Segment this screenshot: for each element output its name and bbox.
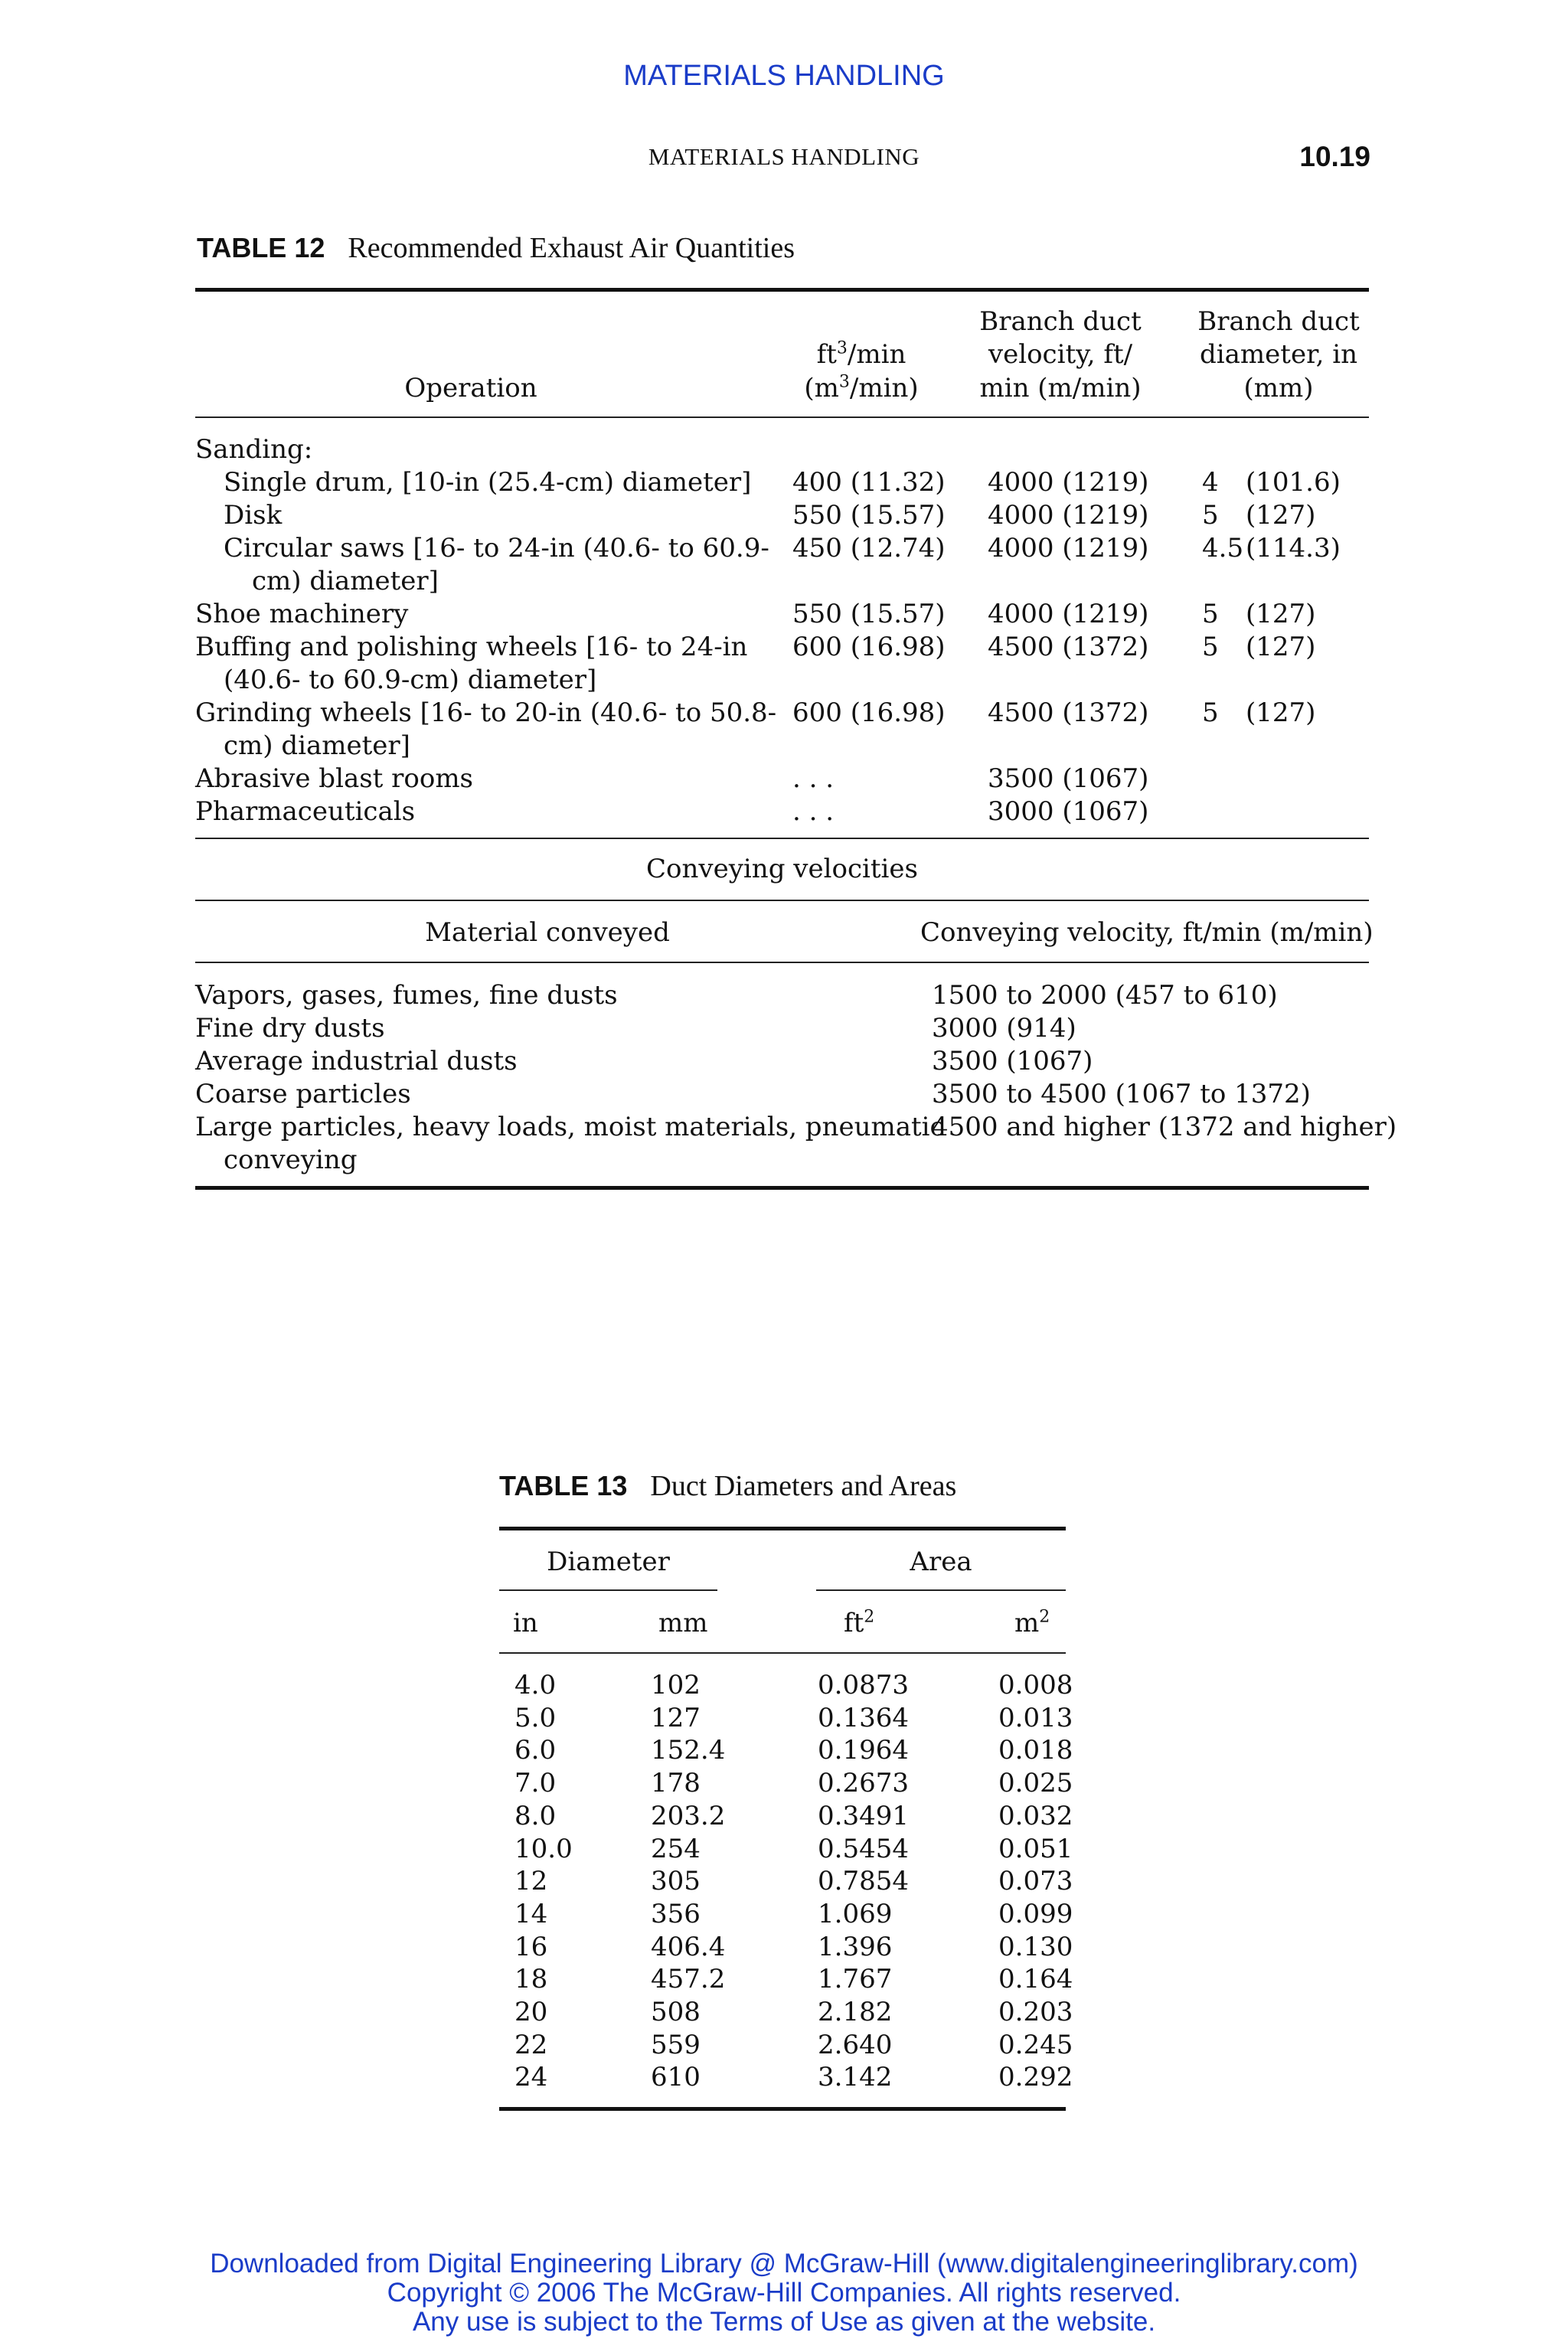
table13-cell-mm: 305 <box>651 1866 701 1896</box>
running-head-title: MATERIALS HANDLING <box>648 143 920 170</box>
table13-cell-ft2: 2.182 <box>818 1997 893 2027</box>
table12-top-rule <box>195 288 1369 292</box>
table13-cell-in: 6.0 <box>514 1735 557 1766</box>
table13-cell-mm: 508 <box>651 1997 701 2027</box>
table12-row-operation: Circular saws [16- to 24-in (40.6- to 60.9- <box>224 533 769 564</box>
table13-col-in: in <box>513 1608 538 1638</box>
table12-row-diameter-mm: (127) <box>1246 599 1316 629</box>
table12-row-diameter-in: 5 <box>1202 599 1219 629</box>
table12-group-sanding: Sanding: <box>195 434 313 465</box>
table13-cell-ft2: 1.069 <box>818 1899 893 1929</box>
table12-row-diameter-mm: (101.6) <box>1246 467 1341 498</box>
conveying-title: Conveying velocities <box>646 854 918 884</box>
conveying-row-velocity: 3500 (1067) <box>932 1046 1093 1076</box>
table12-row-diameter-mm: (127) <box>1246 632 1316 662</box>
table12-title: Recommended Exhaust Air Quantities <box>348 232 795 264</box>
table13-col-m2: $m^2$ <box>1014 1607 1050 1638</box>
table12-header-diameter-line3: (mm) <box>1243 373 1314 403</box>
table13-cell-ft2: 0.1964 <box>818 1735 909 1766</box>
table13-cell-in: 7.0 <box>514 1768 557 1798</box>
table12-row-operation: Pharmaceuticals <box>195 796 416 827</box>
conveying-header-material: Material conveyed <box>425 917 670 948</box>
table13-cell-m2: 0.051 <box>998 1834 1073 1864</box>
table13-cell-ft2: 1.396 <box>818 1932 893 1962</box>
table12-row-operation: Shoe machinery <box>195 599 409 629</box>
table12-row-flow: . . . <box>792 763 835 794</box>
page-number: 10.19 <box>1299 141 1370 172</box>
table13-cell-ft2: 0.5454 <box>818 1834 909 1864</box>
conveying-row-velocity: 4500 and higher (1372 and higher) <box>932 1112 1397 1142</box>
conveying-row-material: Coarse particles <box>195 1079 411 1109</box>
table13-group-area: Area <box>910 1547 972 1577</box>
table12-row-velocity: 4000 (1219) <box>988 500 1149 531</box>
table13-cell-mm: 356 <box>651 1899 701 1929</box>
table12-header-velocity-line3: min (m/min) <box>979 373 1142 403</box>
table12-header-operation: Operation <box>404 373 537 403</box>
table13-diameter-rule <box>499 1589 717 1591</box>
table13-cell-m2: 0.099 <box>998 1899 1073 1929</box>
table13-cell-mm: 406.4 <box>651 1932 726 1962</box>
conveying-header-rule <box>195 962 1369 963</box>
conveying-row-velocity: 3000 (914) <box>932 1013 1076 1044</box>
conveying-row-material: Large particles, heavy loads, moist materials, pneumatic <box>195 1112 945 1142</box>
table12-row-operation: Abrasive blast rooms <box>195 763 474 794</box>
table12-row-diameter-in: 4.5 <box>1202 533 1244 564</box>
table13-col-mm: mm <box>658 1608 708 1638</box>
table12-row-diameter-in: 5 <box>1202 632 1219 662</box>
table13-cell-ft2: 2.640 <box>818 2030 893 2060</box>
table13-cell-m2: 0.130 <box>998 1932 1073 1962</box>
conveying-row-material: Fine dry dusts <box>195 1013 385 1044</box>
table12-row-flow: 550 (15.57) <box>792 500 946 531</box>
table13-cell-mm: 610 <box>651 2062 701 2092</box>
table13-cell-ft2: 0.1364 <box>818 1703 909 1733</box>
table13-cell-in: 5.0 <box>514 1703 557 1733</box>
table12-header-velocity-line1: Branch duct <box>979 306 1142 337</box>
table13-cell-in: 12 <box>514 1866 548 1896</box>
table13-cell-in: 8.0 <box>514 1801 557 1831</box>
table12-bottom-rule <box>195 1186 1369 1190</box>
table13-cell-m2: 0.032 <box>998 1801 1073 1831</box>
table13-cell-m2: 0.292 <box>998 2062 1073 2092</box>
table12-row-diameter-in: 5 <box>1202 500 1219 531</box>
table13-bottom-rule <box>499 2107 1066 2111</box>
table13-area-rule <box>816 1589 1066 1591</box>
table12-row-velocity: 4000 (1219) <box>988 533 1149 564</box>
table13-cell-in: 4.0 <box>514 1670 557 1700</box>
table13-cell-mm: 457.2 <box>651 1964 726 1994</box>
table12-row-velocity: 4000 (1219) <box>988 467 1149 498</box>
table12-row-diameter-in: 5 <box>1202 697 1219 728</box>
table12-row-operation: Buffing and polishing wheels [16- to 24-in <box>195 632 748 662</box>
banner-title: MATERIALS HANDLING <box>623 60 945 92</box>
table13-title: Duct Diameters and Areas <box>650 1470 957 1502</box>
table13-cell-m2: 0.018 <box>998 1735 1073 1766</box>
table12-row-flow: 450 (12.74) <box>792 533 946 564</box>
table12-row-diameter-mm: (114.3) <box>1246 533 1341 564</box>
table12-row-diameter-in: 4 <box>1202 467 1219 498</box>
table13-cell-ft2: 0.3491 <box>818 1801 909 1831</box>
table12-header-flow-line1: $ft^3/\min$ <box>816 338 906 370</box>
table13-cell-in: 14 <box>514 1899 548 1929</box>
table13-cell-ft2: 1.767 <box>818 1964 893 1994</box>
table12-row-velocity: 3500 (1067) <box>988 763 1149 794</box>
table13-cell-mm: 559 <box>651 2030 701 2060</box>
table13-header-rule <box>499 1652 1066 1654</box>
table12-row-velocity: 4500 (1372) <box>988 632 1149 662</box>
table13-cell-m2: 0.164 <box>998 1964 1073 1994</box>
conveying-row-material: Average industrial dusts <box>195 1046 518 1076</box>
table12-row-diameter-mm: (127) <box>1246 500 1316 531</box>
conveying-row-material: conveying <box>224 1145 358 1175</box>
footer-download-line: Downloaded from Digital Engineering Library @ McGraw-Hill (www.digitalengineeringlibrary.com) <box>210 2249 1358 2278</box>
conveying-row-velocity: 3500 to 4500 (1067 to 1372) <box>932 1079 1311 1109</box>
table13-cell-in: 10.0 <box>514 1834 573 1864</box>
table12-row-operation: (40.6- to 60.9-cm) diameter] <box>224 665 597 695</box>
conveying-header-velocity: Conveying velocity, ft/min (m/min) <box>920 917 1374 948</box>
table13-caption <box>499 1469 956 1503</box>
table13-cell-mm: 203.2 <box>651 1801 726 1831</box>
table12-row-operation: cm) diameter] <box>224 730 410 761</box>
table13-cell-mm: 178 <box>651 1768 701 1798</box>
table13-cell-m2: 0.008 <box>998 1670 1073 1700</box>
table12-header-flow-line2: $(m^3/\min)$ <box>804 372 919 403</box>
table12-row-flow: 400 (11.32) <box>792 467 946 498</box>
table13-cell-in: 16 <box>514 1932 548 1962</box>
table13-cell-ft2: 0.0873 <box>818 1670 909 1700</box>
table12-label: TABLE 12 <box>197 232 325 263</box>
table12-row-operation: cm) diameter] <box>252 566 439 596</box>
table13-cell-m2: 0.203 <box>998 1997 1073 2027</box>
table13-cell-in: 22 <box>514 2030 548 2060</box>
footer-copyright-line: Copyright © 2006 The McGraw-Hill Companies. All rights reserved. <box>387 2278 1181 2308</box>
table12-row-operation: Grinding wheels [16- to 20-in (40.6- to 50.8- <box>195 697 777 728</box>
table13-label: TABLE 13 <box>499 1470 628 1501</box>
table13-cell-m2: 0.025 <box>998 1768 1073 1798</box>
table12-row-velocity: 3000 (1067) <box>988 796 1149 827</box>
table12-conveying-top-rule <box>195 838 1369 839</box>
table13-cell-in: 24 <box>514 2062 548 2092</box>
table13-col-ft2: $ft^2$ <box>844 1607 875 1638</box>
table13-cell-mm: 254 <box>651 1834 701 1864</box>
table12-header-rule <box>195 416 1369 418</box>
table13-cell-m2: 0.073 <box>998 1866 1073 1896</box>
table12-caption <box>197 231 795 265</box>
conveying-row-velocity: 1500 to 2000 (457 to 610) <box>932 980 1278 1011</box>
table12-row-flow: 600 (16.98) <box>792 697 946 728</box>
table13-group-diameter: Diameter <box>547 1547 670 1577</box>
table12-row-operation: Disk <box>224 500 283 531</box>
conveying-row-material: Vapors, gases, fumes, fine dusts <box>195 980 618 1011</box>
table12-row-flow: . . . <box>792 796 835 827</box>
table13-cell-in: 20 <box>514 1997 548 2027</box>
table13-top-rule <box>499 1527 1066 1530</box>
table12-header-diameter-line2: diameter, in <box>1200 339 1357 370</box>
table12-row-diameter-mm: (127) <box>1246 697 1316 728</box>
table12-row-velocity: 4000 (1219) <box>988 599 1149 629</box>
table13-cell-in: 18 <box>514 1964 548 1994</box>
table13-cell-mm: 127 <box>651 1703 701 1733</box>
conveying-title-rule <box>195 900 1369 901</box>
table12-row-flow: 550 (15.57) <box>792 599 946 629</box>
table13-cell-mm: 102 <box>651 1670 701 1700</box>
footer-terms-line: Any use is subject to the Terms of Use as given at the website. <box>412 2307 1156 2337</box>
table12-header-velocity-line2: velocity, ft/ <box>988 339 1133 370</box>
table12-row-flow: 600 (16.98) <box>792 632 946 662</box>
table13-cell-ft2: 0.7854 <box>818 1866 909 1896</box>
table13-cell-mm: 152.4 <box>651 1735 726 1766</box>
table12-row-velocity: 4500 (1372) <box>988 697 1149 728</box>
table13-cell-ft2: 3.142 <box>818 2062 893 2092</box>
table13-cell-m2: 0.013 <box>998 1703 1073 1733</box>
table13-cell-m2: 0.245 <box>998 2030 1073 2060</box>
table12-header-diameter-line1: Branch duct <box>1197 306 1360 337</box>
table13-cell-ft2: 0.2673 <box>818 1768 909 1798</box>
table12-row-operation: Single drum, [10-in (25.4-cm) diameter] <box>224 467 752 498</box>
